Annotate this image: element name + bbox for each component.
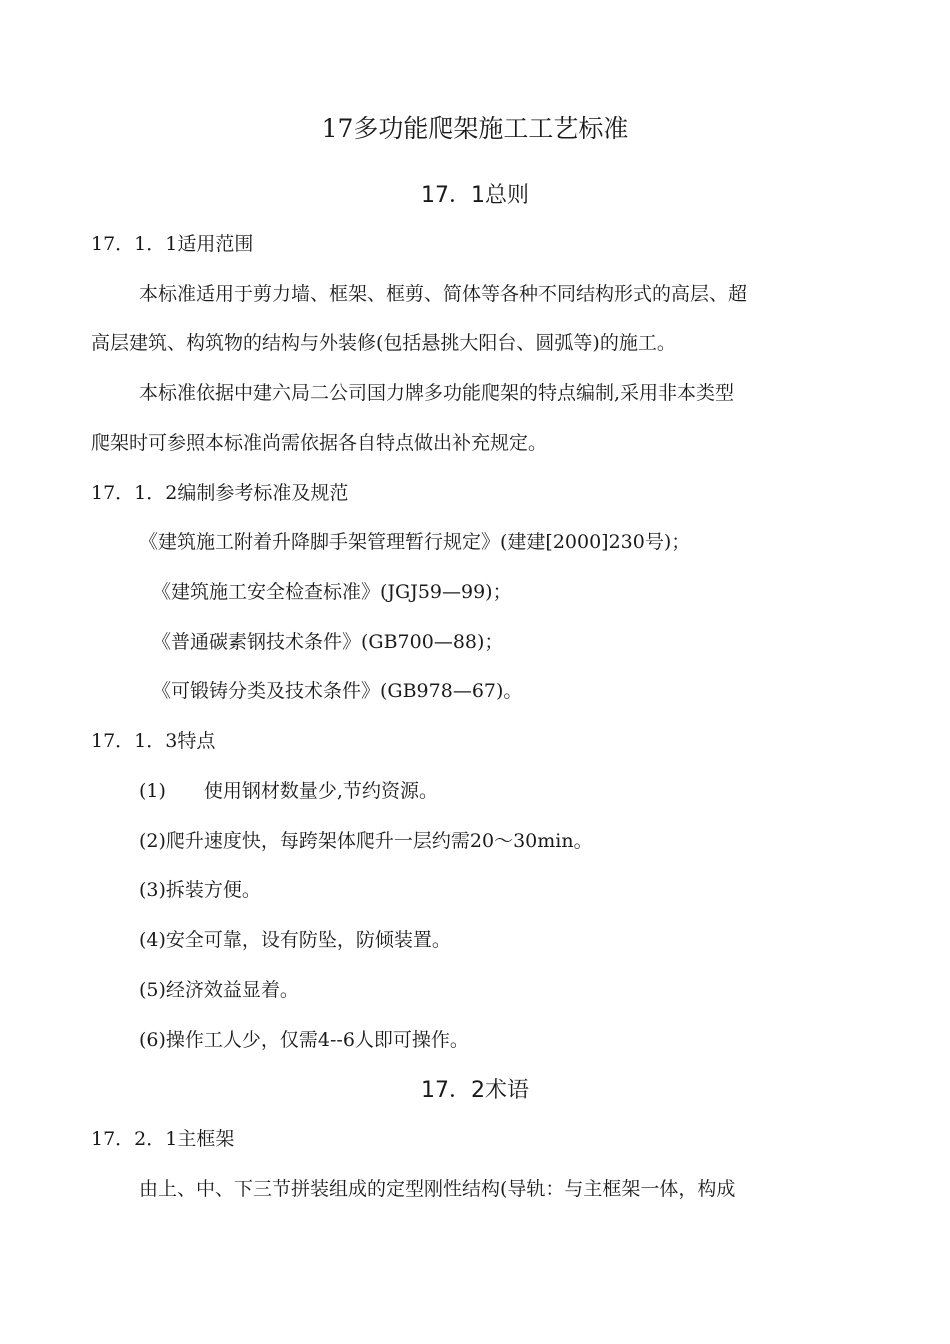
list-item: (3)拆装方便。 <box>139 879 261 901</box>
reference-item: 《可锻铸分类及技术条件》(GB978—67)。 <box>152 680 523 702</box>
list-item: (4)安全可靠，设有防坠，防倾装置。 <box>139 929 451 951</box>
paragraph-line: 本标准适用于剪力墙、框架、框剪、简体等各种不同结构形式的高层、超 <box>139 283 748 305</box>
list-item: (2)爬升速度快，每跨架体爬升一层约需20〜30min。 <box>139 830 593 852</box>
clause-heading-scope: 17．1．1适用范围 <box>91 233 254 255</box>
reference-item: 《建筑施工安全检查标准》(JGJ59—99)； <box>152 581 512 603</box>
document-title: 17多功能爬架施工工艺标准 <box>321 114 629 143</box>
list-item-text: 使用钢材数量少,节约资源。 <box>203 780 438 802</box>
paragraph-line: 爬架时可参照本标准尚需依据各自特点做出补充规定。 <box>91 432 548 454</box>
clause-heading-references: 17．1．2编制参考标准及规范 <box>91 482 349 504</box>
section-heading-general: 17．1总则 <box>421 183 529 208</box>
section-heading-terms: 17．2术语 <box>421 1078 529 1103</box>
paragraph-line: 由上、中、下三节拼装组成的定型刚性结构(导轨：与主框架一体，构成 <box>139 1178 736 1200</box>
reference-item: 《普通碳素钢技术条件》(GB700—88)； <box>152 631 504 653</box>
list-item <box>139 779 438 803</box>
paragraph-line: 本标准依据中建六局二公司国力牌多功能爬架的特点编制,采用非本类型 <box>139 382 735 404</box>
list-item: (5)经济效益显着。 <box>139 979 299 1001</box>
paragraph-line: 高层建筑、构筑物的结构与外装修(包括悬挑大阳台、圆弧等)的施工。 <box>91 332 676 354</box>
list-item-marker: (1) <box>139 780 166 802</box>
clause-heading-main-frame: 17．2．1主框架 <box>91 1128 235 1150</box>
clause-heading-features: 17．1．3特点 <box>91 730 216 752</box>
reference-item: 《建筑施工附着升降脚手架管理暂行规定》(建建[2000]230号)； <box>139 531 691 553</box>
list-item: (6)操作工人少，仅需4--6人即可操作。 <box>139 1029 469 1051</box>
